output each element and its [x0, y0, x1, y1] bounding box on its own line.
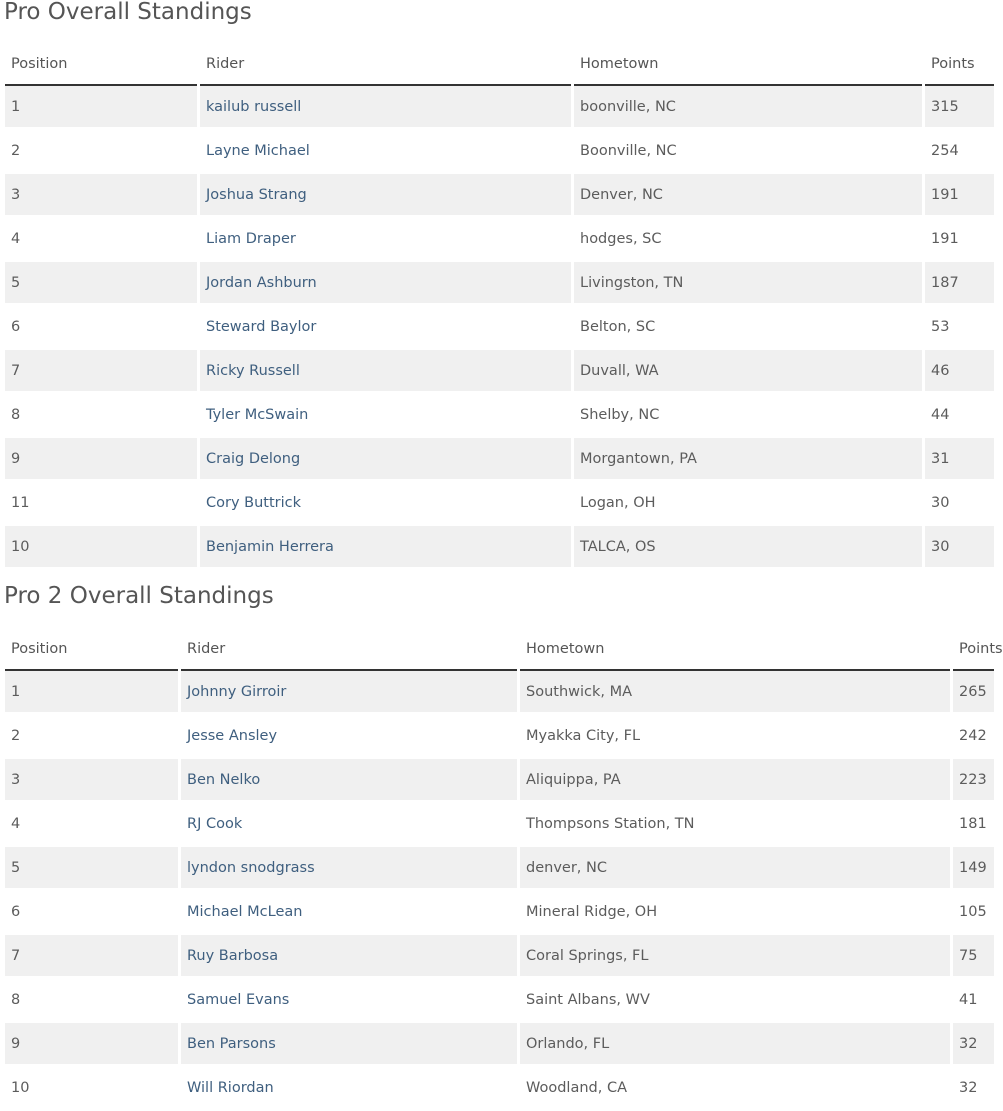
- hometown-cell: Coral Springs, FL: [520, 935, 950, 979]
- table-row: [5, 803, 994, 847]
- points-cell: 44: [925, 394, 994, 438]
- header-row: [5, 44, 994, 86]
- points-cell: 191: [925, 174, 994, 218]
- table-row: [5, 759, 994, 803]
- position-cell: 7: [5, 935, 178, 979]
- position-cell: 6: [5, 891, 178, 935]
- points-cell: 181: [953, 803, 994, 847]
- hometown-cell: Myakka City, FL: [520, 715, 950, 759]
- rider-link[interactable]: Ben Nelko: [181, 759, 517, 803]
- points-cell: 187: [925, 262, 994, 306]
- points-cell: 105: [953, 891, 994, 935]
- column-header-points[interactable]: Points: [953, 629, 994, 671]
- column-header-position[interactable]: Position: [5, 629, 178, 671]
- hometown-cell: Boonville, NC: [574, 130, 922, 174]
- position-cell: 10: [5, 1067, 178, 1111]
- rider-link[interactable]: Jordan Ashburn: [200, 262, 571, 306]
- position-cell: 4: [5, 803, 178, 847]
- table-row: [5, 1023, 994, 1067]
- table-row: [5, 671, 994, 715]
- position-cell: 2: [5, 715, 178, 759]
- points-cell: 32: [953, 1067, 994, 1111]
- hometown-cell: Logan, OH: [574, 482, 922, 526]
- pro2-standings-table: [2, 629, 1003, 1111]
- pro2-standings-title: Pro 2 Overall Standings: [4, 583, 274, 609]
- points-cell: 149: [953, 847, 994, 891]
- rider-link[interactable]: Cory Buttrick: [200, 482, 571, 526]
- table-row: [5, 526, 994, 570]
- position-cell: 3: [5, 759, 178, 803]
- position-cell: 9: [5, 438, 197, 482]
- hometown-cell: denver, NC: [520, 847, 950, 891]
- header-row: [5, 629, 994, 671]
- table-row: [5, 350, 994, 394]
- column-header-hometown[interactable]: Hometown: [574, 44, 922, 86]
- position-cell: 3: [5, 174, 197, 218]
- pro-standings-table: [2, 44, 997, 570]
- column-header-position[interactable]: Position: [5, 44, 197, 86]
- hometown-cell: Mineral Ridge, OH: [520, 891, 950, 935]
- points-cell: 30: [925, 482, 994, 526]
- hometown-cell: Woodland, CA: [520, 1067, 950, 1111]
- points-cell: 223: [953, 759, 994, 803]
- table-row: [5, 979, 994, 1023]
- column-header-hometown[interactable]: Hometown: [520, 629, 950, 671]
- rider-link[interactable]: Michael McLean: [181, 891, 517, 935]
- points-cell: 32: [953, 1023, 994, 1067]
- position-cell: 9: [5, 1023, 178, 1067]
- points-cell: 265: [953, 671, 994, 715]
- rider-link[interactable]: Benjamin Herrera: [200, 526, 571, 570]
- column-header-rider[interactable]: Rider: [200, 44, 571, 86]
- hometown-cell: Denver, NC: [574, 174, 922, 218]
- rider-link[interactable]: Ricky Russell: [200, 350, 571, 394]
- position-cell: 6: [5, 306, 197, 350]
- hometown-cell: Livingston, TN: [574, 262, 922, 306]
- rider-link[interactable]: Liam Draper: [200, 218, 571, 262]
- hometown-cell: Aliquippa, PA: [520, 759, 950, 803]
- table-row: [5, 935, 994, 979]
- column-header-points[interactable]: Points: [925, 44, 994, 86]
- position-cell: 8: [5, 394, 197, 438]
- table-row: [5, 174, 994, 218]
- points-cell: 31: [925, 438, 994, 482]
- hometown-cell: TALCA, OS: [574, 526, 922, 570]
- table-row: [5, 482, 994, 526]
- hometown-cell: Belton, SC: [574, 306, 922, 350]
- rider-link[interactable]: Will Riordan: [181, 1067, 517, 1111]
- table-row: [5, 306, 994, 350]
- rider-link[interactable]: Ben Parsons: [181, 1023, 517, 1067]
- points-cell: 30: [925, 526, 994, 570]
- hometown-cell: Orlando, FL: [520, 1023, 950, 1067]
- table-row: [5, 891, 994, 935]
- table-row: [5, 715, 994, 759]
- table-row: [5, 1067, 994, 1111]
- column-header-rider[interactable]: Rider: [181, 629, 517, 671]
- rider-link[interactable]: Joshua Strang: [200, 174, 571, 218]
- hometown-cell: boonville, NC: [574, 86, 922, 130]
- position-cell: 4: [5, 218, 197, 262]
- rider-link[interactable]: Layne Michael: [200, 130, 571, 174]
- table-row: [5, 262, 994, 306]
- table-row: [5, 847, 994, 891]
- hometown-cell: Thompsons Station, TN: [520, 803, 950, 847]
- table-row: [5, 130, 994, 174]
- rider-link[interactable]: Tyler McSwain: [200, 394, 571, 438]
- table-row: [5, 438, 994, 482]
- table-row: [5, 86, 994, 130]
- hometown-cell: Morgantown, PA: [574, 438, 922, 482]
- position-cell: 2: [5, 130, 197, 174]
- points-cell: 191: [925, 218, 994, 262]
- position-cell: 5: [5, 847, 178, 891]
- hometown-cell: Duvall, WA: [574, 350, 922, 394]
- position-cell: 8: [5, 979, 178, 1023]
- rider-link[interactable]: Jesse Ansley: [181, 715, 517, 759]
- rider-link[interactable]: Craig Delong: [200, 438, 571, 482]
- position-cell: 5: [5, 262, 197, 306]
- position-cell: 1: [5, 86, 197, 130]
- points-cell: 254: [925, 130, 994, 174]
- position-cell: 7: [5, 350, 197, 394]
- rider-link[interactable]: lyndon snodgrass: [181, 847, 517, 891]
- rider-link[interactable]: Steward Baylor: [200, 306, 571, 350]
- rider-link[interactable]: Ruy Barbosa: [181, 935, 517, 979]
- position-cell: 11: [5, 482, 197, 526]
- points-cell: 41: [953, 979, 994, 1023]
- position-cell: 1: [5, 671, 178, 715]
- position-cell: 10: [5, 526, 197, 570]
- points-cell: 75: [953, 935, 994, 979]
- hometown-cell: hodges, SC: [574, 218, 922, 262]
- hometown-cell: Shelby, NC: [574, 394, 922, 438]
- table-row: [5, 394, 994, 438]
- points-cell: 242: [953, 715, 994, 759]
- points-cell: 53: [925, 306, 994, 350]
- rider-link[interactable]: kailub russell: [200, 86, 571, 130]
- points-cell: 315: [925, 86, 994, 130]
- hometown-cell: Saint Albans, WV: [520, 979, 950, 1023]
- rider-link[interactable]: Samuel Evans: [181, 979, 517, 1023]
- pro-standings-title: Pro Overall Standings: [4, 0, 252, 25]
- table-row: [5, 218, 994, 262]
- points-cell: 46: [925, 350, 994, 394]
- hometown-cell: Southwick, MA: [520, 671, 950, 715]
- rider-link[interactable]: Johnny Girroir: [181, 671, 517, 715]
- rider-link[interactable]: RJ Cook: [181, 803, 517, 847]
